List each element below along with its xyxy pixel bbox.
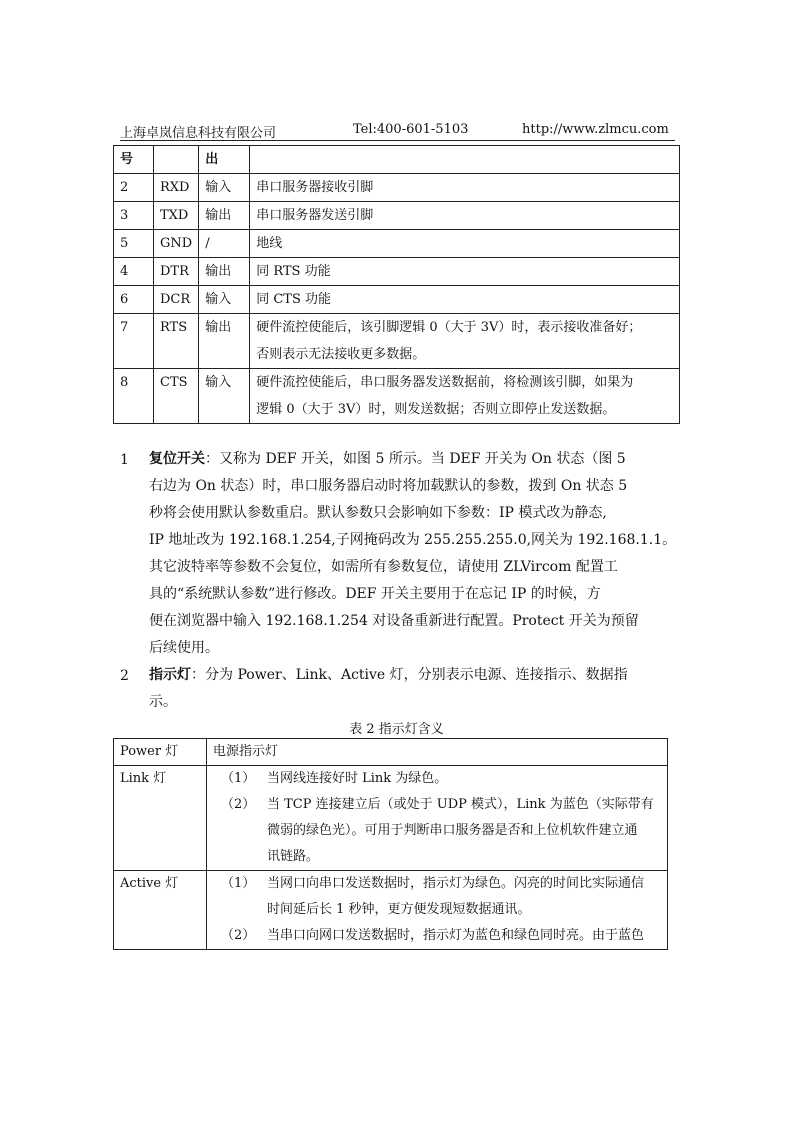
table-cell	[154, 146, 199, 174]
table-row	[114, 202, 680, 230]
item-line: 微弱的绿色光）。可用于判断串口服务器是否和上位机软件建立通	[267, 823, 638, 838]
pin-signal: TXD	[154, 202, 199, 230]
section-number: 1	[120, 452, 129, 468]
table-cell	[250, 146, 680, 174]
para-line: 后续使用。	[149, 640, 219, 656]
para-line	[149, 446, 679, 473]
header-tel: Tel:400-601-5103	[353, 122, 469, 137]
table-cell: 出	[199, 146, 250, 174]
pin-direction: 输入	[199, 174, 250, 202]
item-marker: （2）	[221, 928, 256, 943]
table-row	[114, 871, 668, 950]
pin-number: 8	[114, 369, 154, 424]
pin-number: 2	[114, 174, 154, 202]
para-line: 具的“系统默认参数”进行修改。DEF 开关主要用于在忘记 IP 的时候，方	[149, 586, 601, 602]
table-row	[114, 739, 668, 766]
table-row	[114, 286, 680, 314]
table-caption: 表 2 指示灯含义	[349, 722, 444, 737]
para-line: IP 地址改为 192.168.1.254,子网掩码改为 255.255.255.0,网关为 192.168.1.1。	[149, 532, 677, 548]
desc-line: 硬件流控使能后，该引脚逻辑 0（大于 3V）时，表示接收准备好；	[256, 320, 642, 335]
list-item	[213, 923, 661, 949]
table-row	[114, 146, 680, 174]
table-row	[114, 314, 680, 369]
pin-description	[250, 314, 680, 369]
header-company: 上海卓岚信息科技有限公司	[120, 126, 277, 141]
pin-number: 7	[114, 314, 154, 369]
desc-line: 逻辑 0（大于 3V）时，则发送数据；否则立即停止发送数据。	[256, 402, 616, 417]
table-row	[114, 369, 680, 424]
pin-description: 同 RTS 功能	[250, 258, 680, 286]
pin-description: 同 CTS 功能	[250, 286, 680, 314]
item-marker: （2）	[221, 797, 256, 812]
para-line: 秒将会使用默认参数重启。默认参数只会影响如下参数：IP 模式改为静态,	[149, 505, 607, 521]
led-label: Active 灯	[114, 871, 207, 950]
para-text: ：分为 Power、Link、Active 灯，分别表示电源、连接指示、数据指	[191, 667, 628, 683]
pin-direction: 输入	[199, 286, 250, 314]
indicator-table	[113, 738, 668, 950]
pin-description: 串口服务器发送引脚	[250, 202, 680, 230]
pin-description: 地线	[250, 230, 680, 258]
led-label: Power 灯	[114, 739, 207, 766]
item-line: 当网口向串口发送数据时，指示灯为绿色。闪亮的时间比实际通信	[267, 876, 645, 891]
para-line	[149, 662, 679, 689]
pin-description	[250, 369, 680, 424]
para-line: 示。	[149, 694, 177, 710]
list-item	[213, 766, 661, 792]
pin-number: 5	[114, 230, 154, 258]
item-line: 当串口向网口发送数据时，指示灯为蓝色和绿色同时亮。由于蓝色	[267, 928, 645, 943]
table-row	[114, 766, 668, 871]
section-title: 复位开关	[149, 451, 205, 467]
pin-signal: GND	[154, 230, 199, 258]
table-row	[114, 230, 680, 258]
pin-direction: 输出	[199, 314, 250, 369]
page-header	[120, 120, 675, 141]
pin-direction: 输出	[199, 258, 250, 286]
pin-signal: CTS	[154, 369, 199, 424]
pin-table	[113, 145, 680, 424]
pin-description: 串口服务器接收引脚	[250, 174, 680, 202]
table-row	[114, 174, 680, 202]
section-title: 指示灯	[149, 667, 191, 683]
pin-direction: 输出	[199, 202, 250, 230]
pin-signal: DCR	[154, 286, 199, 314]
table-row	[114, 258, 680, 286]
list-item	[213, 871, 661, 923]
led-description	[207, 871, 668, 950]
item-line: 时间延后长 1 秒钟，更方便发现短数据通讯。	[267, 902, 531, 917]
pin-signal: RTS	[154, 314, 199, 369]
pin-direction: 输入	[199, 369, 250, 424]
led-description	[207, 766, 668, 871]
item-marker: （1）	[221, 771, 256, 786]
item-line: 讯链路。	[267, 849, 320, 864]
desc-line: 否则表示无法接收更多数据。	[256, 347, 426, 362]
para-line: 其它波特率等参数不会复位，如需所有参数复位，请使用 ZLVircom 配置工	[149, 559, 618, 575]
pin-signal: RXD	[154, 174, 199, 202]
para-text: ：又称为 DEF 开关，如图 5 所示。当 DEF 开关为 On 状态（图 5	[205, 451, 626, 467]
para-line: 右边为 On 状态）时，串口服务器启动时将加载默认的参数，拨到 On 状态 5	[149, 478, 628, 494]
pin-number: 3	[114, 202, 154, 230]
desc-line: 硬件流控使能后，串口服务器发送数据前，将检测该引脚，如果为	[256, 375, 634, 390]
led-label: Link 灯	[114, 766, 207, 871]
pin-direction: /	[199, 230, 250, 258]
header-url[interactable]: http://www.zlmcu.com	[522, 122, 669, 137]
section-indicator-lights	[149, 662, 679, 716]
para-line: 便在浏览器中输入 192.168.1.254 对设备重新进行配置。Protect 开关为预留	[149, 613, 639, 629]
table-cell: 号	[114, 146, 154, 174]
item-line: 当网线连接好时 Link 为绿色。	[267, 771, 448, 786]
section-number: 2	[120, 668, 129, 684]
led-description: 电源指示灯	[207, 739, 668, 766]
pin-number: 4	[114, 258, 154, 286]
item-marker: （1）	[221, 876, 256, 891]
pin-signal: DTR	[154, 258, 199, 286]
item-line: 当 TCP 连接建立后（或处于 UDP 模式），Link 为蓝色（实际带有	[267, 797, 654, 812]
list-item	[213, 792, 661, 870]
pin-number: 6	[114, 286, 154, 314]
section-reset-switch	[149, 446, 679, 662]
